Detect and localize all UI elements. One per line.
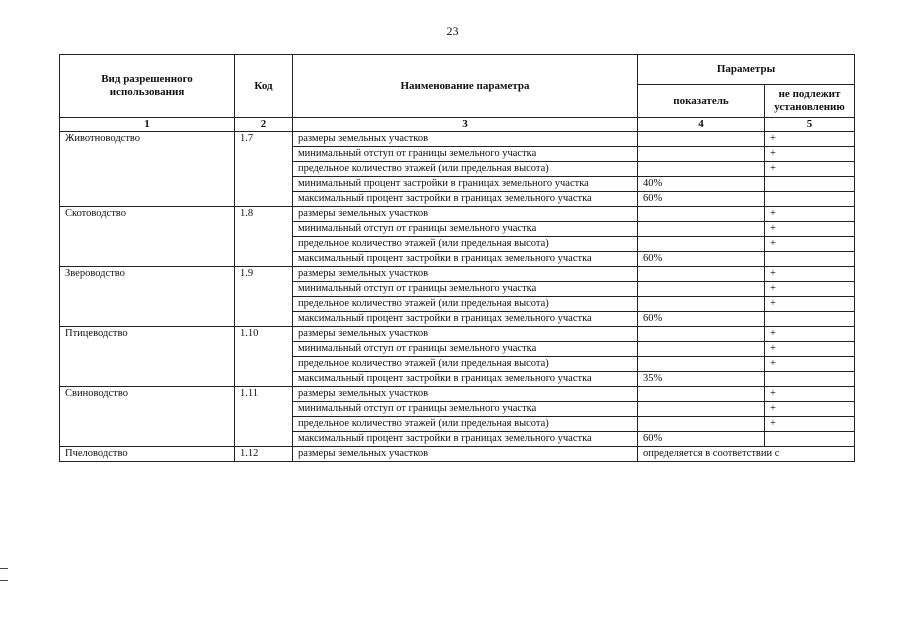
scan-edge-mark [0,568,8,569]
parameter-name-cell: максимальный процент застройки в границах земельного участка [293,192,638,207]
not-set-mark-cell: + [765,282,855,297]
parameter-name-cell: размеры земельных участков [293,387,638,402]
not-set-mark-cell: + [765,207,855,222]
indicator-cell: 40% [638,177,765,192]
col-number: 1 [60,118,235,132]
parameter-name-cell: минимальный отступ от границы земельного участка [293,402,638,417]
indicator-cell [638,222,765,237]
parameter-name-cell: минимальный отступ от границы земельного участка [293,282,638,297]
table-row [60,387,855,402]
indicator-cell: 60% [638,432,765,447]
indicator-cell: 60% [638,252,765,267]
indicator-cell: 35% [638,372,765,387]
not-set-mark-cell [765,192,855,207]
use-type-cell: Звероводство [60,267,235,327]
code-cell: 1.11 [235,387,293,447]
indicator-cell [638,162,765,177]
not-set-mark-cell [765,432,855,447]
header-not-set: не подлежит установлению [765,85,855,118]
code-cell: 1.8 [235,207,293,267]
header-parameter-name: Наименование параметра [293,55,638,118]
header-parameters: Параметры [638,55,855,85]
not-set-mark-cell: + [765,237,855,252]
indicator-cell [638,387,765,402]
header-code: Код [235,55,293,118]
not-set-mark-cell [765,372,855,387]
table-row [60,132,855,147]
not-set-mark-cell [765,312,855,327]
parameter-name-cell: максимальный процент застройки в границах земельного участка [293,372,638,387]
parameter-name-cell: максимальный процент застройки в границах земельного участка [293,252,638,267]
col-number: 2 [235,118,293,132]
parameter-name-cell: минимальный процент застройки в границах земельного участка [293,177,638,192]
use-type-cell: Животноводство [60,132,235,207]
not-set-mark-cell: + [765,327,855,342]
parameter-name-cell: максимальный процент застройки в границах земельного участка [293,312,638,327]
parameter-name-cell: размеры земельных участков [293,132,638,147]
indicator-cell [638,147,765,162]
indicator-cell [638,132,765,147]
col-number: 4 [638,118,765,132]
parameter-name-cell: минимальный отступ от границы земельного участка [293,147,638,162]
parameter-name-cell: минимальный отступ от границы земельного участка [293,222,638,237]
parameter-name-cell: предельное количество этажей (или предельная высота) [293,237,638,252]
code-cell: 1.9 [235,267,293,327]
indicator-cell: 60% [638,312,765,327]
col-number: 5 [765,118,855,132]
code-cell: 1.12 [235,447,293,462]
indicator-cell: 60% [638,192,765,207]
not-set-mark-cell: + [765,402,855,417]
not-set-mark-cell: + [765,132,855,147]
not-set-mark-cell [765,252,855,267]
use-type-cell: Скотоводство [60,207,235,267]
column-numbers-row [60,118,855,132]
scan-edge-mark [0,580,8,581]
header-use-type: Вид разрешенного использования [60,55,235,118]
header-indicator: показатель [638,85,765,118]
indicator-cell [638,297,765,312]
code-cell: 1.7 [235,132,293,207]
use-type-cell: Птицеводство [60,327,235,387]
not-set-mark-cell: + [765,387,855,402]
indicator-cell [638,267,765,282]
parameter-name-cell: предельное количество этажей (или предельная высота) [293,162,638,177]
table-row [60,207,855,222]
use-type-cell: Пчеловодство [60,447,235,462]
not-set-mark-cell: + [765,342,855,357]
use-type-cell: Свиноводство [60,387,235,447]
col-number: 3 [293,118,638,132]
table-row [60,447,855,462]
page-number: 23 [446,24,459,38]
indicator-cell [638,402,765,417]
parameter-name-cell: размеры земельных участков [293,267,638,282]
table-row [60,267,855,282]
indicator-cell: определяется в соответствии с [638,447,855,462]
parameter-name-cell: предельное количество этажей (или предельная высота) [293,357,638,372]
parameter-name-cell: предельное количество этажей (или предельная высота) [293,417,638,432]
land-use-parameters-table [59,54,855,462]
not-set-mark-cell: + [765,162,855,177]
indicator-cell [638,417,765,432]
indicator-cell [638,282,765,297]
not-set-mark-cell [765,177,855,192]
not-set-mark-cell: + [765,297,855,312]
table-row [60,327,855,342]
table-body [60,132,855,462]
parameter-name-cell: максимальный процент застройки в границах земельного участка [293,432,638,447]
indicator-cell [638,342,765,357]
parameter-name-cell: размеры земельных участков [293,327,638,342]
indicator-cell [638,237,765,252]
indicator-cell [638,207,765,222]
code-cell: 1.10 [235,327,293,387]
parameter-name-cell: минимальный отступ от границы земельного участка [293,342,638,357]
parameter-name-cell: размеры земельных участков [293,447,638,462]
not-set-mark-cell: + [765,222,855,237]
not-set-mark-cell: + [765,357,855,372]
parameter-name-cell: предельное количество этажей (или предельная высота) [293,297,638,312]
indicator-cell [638,327,765,342]
not-set-mark-cell: + [765,147,855,162]
parameter-name-cell: размеры земельных участков [293,207,638,222]
not-set-mark-cell: + [765,417,855,432]
not-set-mark-cell: + [765,267,855,282]
indicator-cell [638,357,765,372]
